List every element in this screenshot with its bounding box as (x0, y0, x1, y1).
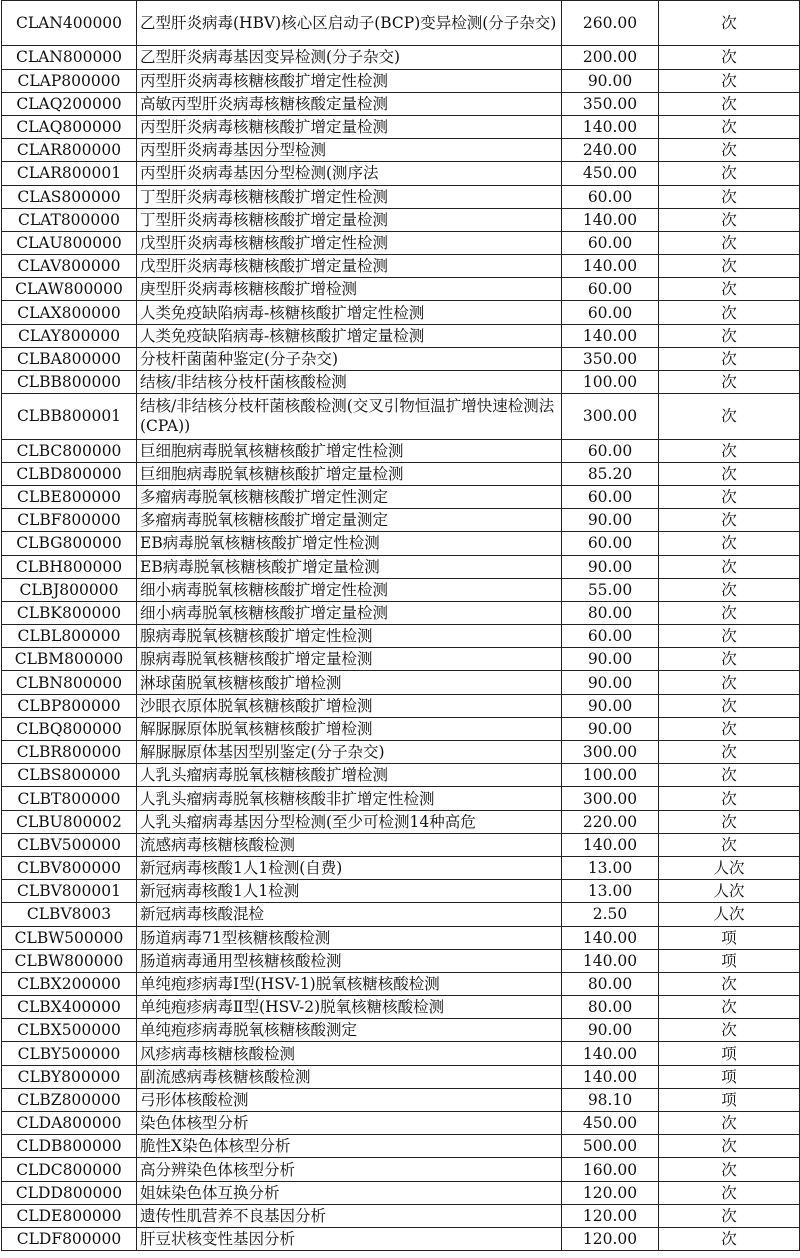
item-code-cell: CLBB800001 (2, 394, 137, 439)
item-unit-cell: 人次 (659, 903, 800, 926)
item-unit-cell: 次 (659, 555, 800, 578)
item-unit-cell: 次 (659, 996, 800, 1019)
item-code-cell: CLBY800000 (2, 1065, 137, 1088)
item-unit-cell: 项 (659, 949, 800, 972)
table-row (2, 92, 800, 115)
item-unit-cell: 次 (659, 394, 800, 439)
item-name-cell: 丙型肝炎病毒核糖核酸扩增定量检测 (137, 115, 562, 138)
item-code-cell: CLBZ800000 (2, 1088, 137, 1111)
item-price-cell: 300.00 (562, 394, 659, 439)
item-name-cell: 庚型肝炎病毒核糖核酸扩增检测 (137, 278, 562, 301)
table-row (2, 833, 800, 856)
item-name-cell: 染色体核型分析 (137, 1112, 562, 1135)
table-row (2, 1042, 800, 1065)
item-price-cell: 90.00 (562, 694, 659, 717)
item-unit-cell: 项 (659, 1088, 800, 1111)
table-row (2, 717, 800, 740)
table-row (2, 1088, 800, 1111)
item-code-cell: CLAS800000 (2, 185, 137, 208)
item-unit-cell: 次 (659, 717, 800, 740)
price-table (1, 0, 800, 1251)
item-name-cell: 人类免疫缺陷病毒-核糖核酸扩增定性检测 (137, 301, 562, 324)
item-code-cell: CLBJ800000 (2, 578, 137, 601)
table-row (2, 532, 800, 555)
item-code-cell: CLBN800000 (2, 671, 137, 694)
item-unit-cell: 次 (659, 671, 800, 694)
item-unit-cell: 次 (659, 92, 800, 115)
item-price-cell: 300.00 (562, 787, 659, 810)
table-row (2, 462, 800, 485)
table-row (2, 972, 800, 995)
item-code-cell: CLBB800000 (2, 371, 137, 394)
item-price-cell: 240.00 (562, 139, 659, 162)
item-code-cell: CLBX200000 (2, 972, 137, 995)
item-name-cell: 解脲脲原体基因型别鉴定(分子杂交) (137, 741, 562, 764)
table-row (2, 1181, 800, 1204)
item-name-cell: 结核/非结核分枝杆菌核酸检测 (137, 371, 562, 394)
item-unit-cell: 项 (659, 1042, 800, 1065)
table-row (2, 926, 800, 949)
item-price-cell: 500.00 (562, 1135, 659, 1158)
item-code-cell: CLBY500000 (2, 1042, 137, 1065)
item-code-cell: CLAV800000 (2, 255, 137, 278)
table-row (2, 324, 800, 347)
item-code-cell: CLAX800000 (2, 301, 137, 324)
table-row (2, 162, 800, 185)
item-unit-cell: 人次 (659, 880, 800, 903)
item-price-cell: 260.00 (562, 1, 659, 46)
item-name-cell: 脆性X染色体核型分析 (137, 1135, 562, 1158)
item-name-cell: 丁型肝炎病毒核糖核酸扩增定量检测 (137, 208, 562, 231)
item-price-cell: 100.00 (562, 764, 659, 787)
item-code-cell: CLBM800000 (2, 648, 137, 671)
item-price-cell: 350.00 (562, 92, 659, 115)
item-price-cell: 13.00 (562, 856, 659, 879)
item-unit-cell: 人次 (659, 856, 800, 879)
item-code-cell: CLBU800002 (2, 810, 137, 833)
item-code-cell: CLBA800000 (2, 347, 137, 370)
item-price-cell: 60.00 (562, 485, 659, 508)
item-price-cell: 90.00 (562, 555, 659, 578)
table-row (2, 208, 800, 231)
item-code-cell: CLAR800000 (2, 139, 137, 162)
item-code-cell: CLBC800000 (2, 439, 137, 462)
item-name-cell: 单纯疱疹病毒脱氧核糖核酸测定 (137, 1019, 562, 1042)
item-price-cell: 140.00 (562, 926, 659, 949)
table-row (2, 1204, 800, 1227)
item-unit-cell: 项 (659, 926, 800, 949)
item-name-cell: 新冠病毒核酸1人1检测 (137, 880, 562, 903)
table-row (2, 1019, 800, 1042)
item-code-cell: CLBE800000 (2, 485, 137, 508)
item-unit-cell: 次 (659, 371, 800, 394)
item-name-cell: 人类免疫缺陷病毒-核糖核酸扩增定量检测 (137, 324, 562, 347)
item-unit-cell: 次 (659, 231, 800, 254)
item-price-cell: 55.00 (562, 578, 659, 601)
item-unit-cell: 次 (659, 208, 800, 231)
table-row (2, 764, 800, 787)
item-name-cell: 人乳头瘤病毒基因分型检测(至少可检测14种高危 (137, 810, 562, 833)
item-code-cell: CLBH800000 (2, 555, 137, 578)
item-price-cell: 140.00 (562, 833, 659, 856)
table-row (2, 115, 800, 138)
item-name-cell: 乙型肝炎病毒基因变异检测(分子杂交) (137, 46, 562, 69)
item-unit-cell: 次 (659, 509, 800, 532)
item-unit-cell: 次 (659, 787, 800, 810)
item-unit-cell: 次 (659, 255, 800, 278)
item-unit-cell: 次 (659, 1227, 800, 1250)
table-row (2, 1227, 800, 1250)
item-price-cell: 60.00 (562, 439, 659, 462)
item-unit-cell: 次 (659, 1158, 800, 1181)
item-code-cell: CLAU800000 (2, 231, 137, 254)
table-row (2, 694, 800, 717)
item-code-cell: CLDF800000 (2, 1227, 137, 1250)
table-row (2, 394, 800, 439)
item-name-cell: 戊型肝炎病毒核糖核酸扩增定性检测 (137, 231, 562, 254)
item-price-cell: 60.00 (562, 278, 659, 301)
table-row (2, 1065, 800, 1088)
item-unit-cell: 次 (659, 578, 800, 601)
table-row (2, 741, 800, 764)
item-unit-cell: 次 (659, 741, 800, 764)
item-code-cell: CLBG800000 (2, 532, 137, 555)
item-price-cell: 90.00 (562, 509, 659, 532)
table-row (2, 903, 800, 926)
table-row (2, 485, 800, 508)
item-price-cell: 140.00 (562, 1042, 659, 1065)
item-price-cell: 2.50 (562, 903, 659, 926)
item-unit-cell: 次 (659, 1181, 800, 1204)
item-unit-cell: 次 (659, 532, 800, 555)
item-code-cell: CLBW800000 (2, 949, 137, 972)
item-name-cell: 沙眼衣原体脱氧核糖核酸扩增检测 (137, 694, 562, 717)
table-row (2, 347, 800, 370)
item-price-cell: 140.00 (562, 1065, 659, 1088)
item-name-cell: 遗传性肌营养不良基因分析 (137, 1204, 562, 1227)
item-code-cell: CLBW500000 (2, 926, 137, 949)
item-price-cell: 60.00 (562, 301, 659, 324)
item-price-cell: 120.00 (562, 1181, 659, 1204)
item-price-cell: 90.00 (562, 671, 659, 694)
item-code-cell: CLBF800000 (2, 509, 137, 532)
item-code-cell: CLBV500000 (2, 833, 137, 856)
item-price-cell: 13.00 (562, 880, 659, 903)
table-row (2, 231, 800, 254)
item-name-cell: 丙型肝炎病毒核糖核酸扩增定性检测 (137, 69, 562, 92)
item-code-cell: CLAY800000 (2, 324, 137, 347)
item-code-cell: CLDA800000 (2, 1112, 137, 1135)
item-name-cell: EB病毒脱氧核糖核酸扩增定性检测 (137, 532, 562, 555)
table-row (2, 671, 800, 694)
item-name-cell: 乙型肝炎病毒(HBV)核心区启动子(BCP)变异检测(分子杂交) (137, 1, 562, 46)
item-code-cell: CLBV800000 (2, 856, 137, 879)
item-name-cell: 戊型肝炎病毒核糖核酸扩增定量检测 (137, 255, 562, 278)
item-name-cell: 单纯疱疹病毒Ⅱ型(HSV-2)脱氧核糖核酸检测 (137, 996, 562, 1019)
item-code-cell: CLAQ800000 (2, 115, 137, 138)
item-unit-cell: 次 (659, 1135, 800, 1158)
table-row (2, 371, 800, 394)
item-unit-cell: 次 (659, 462, 800, 485)
item-price-cell: 350.00 (562, 347, 659, 370)
item-code-cell: CLBQ800000 (2, 717, 137, 740)
item-code-cell: CLAW800000 (2, 278, 137, 301)
table-row (2, 578, 800, 601)
item-name-cell: 副流感病毒核糖核酸检测 (137, 1065, 562, 1088)
item-name-cell: 肠道病毒通用型核糖核酸检测 (137, 949, 562, 972)
item-unit-cell: 次 (659, 625, 800, 648)
table-row (2, 601, 800, 624)
item-unit-cell: 次 (659, 1019, 800, 1042)
item-price-cell: 140.00 (562, 208, 659, 231)
item-code-cell: CLBK800000 (2, 601, 137, 624)
table-row (2, 949, 800, 972)
item-name-cell: 弓形体核酸检测 (137, 1088, 562, 1111)
item-unit-cell: 次 (659, 485, 800, 508)
item-code-cell: CLAN400000 (2, 1, 137, 46)
table-row (2, 46, 800, 69)
item-code-cell: CLBX400000 (2, 996, 137, 1019)
item-name-cell: 淋球菌脱氧核糖核酸扩增检测 (137, 671, 562, 694)
table-row (2, 648, 800, 671)
table-row (2, 509, 800, 532)
table-row (2, 301, 800, 324)
item-name-cell: 丙型肝炎病毒基因分型检测 (137, 139, 562, 162)
item-unit-cell: 次 (659, 324, 800, 347)
item-price-cell: 60.00 (562, 185, 659, 208)
item-code-cell: CLDD800000 (2, 1181, 137, 1204)
item-unit-cell: 次 (659, 694, 800, 717)
item-price-cell: 60.00 (562, 532, 659, 555)
item-code-cell: CLBD800000 (2, 462, 137, 485)
item-unit-cell: 次 (659, 185, 800, 208)
item-name-cell: 高分辨染色体核型分析 (137, 1158, 562, 1181)
item-name-cell: 细小病毒脱氧核糖核酸扩增定性检测 (137, 578, 562, 601)
item-price-cell: 120.00 (562, 1227, 659, 1250)
item-unit-cell: 次 (659, 1112, 800, 1135)
item-price-cell: 200.00 (562, 46, 659, 69)
table-row (2, 810, 800, 833)
item-name-cell: 高敏丙型肝炎病毒核糖核酸定量检测 (137, 92, 562, 115)
item-unit-cell: 次 (659, 648, 800, 671)
item-code-cell: CLDC800000 (2, 1158, 137, 1181)
item-name-cell: 多瘤病毒脱氧核糖核酸扩增定量测定 (137, 509, 562, 532)
item-price-cell: 90.00 (562, 648, 659, 671)
item-code-cell: CLBV800001 (2, 880, 137, 903)
price-table-body (2, 1, 800, 1251)
item-price-cell: 60.00 (562, 625, 659, 648)
table-row (2, 996, 800, 1019)
item-code-cell: CLBL800000 (2, 625, 137, 648)
item-unit-cell: 次 (659, 439, 800, 462)
item-unit-cell: 次 (659, 810, 800, 833)
table-row (2, 1135, 800, 1158)
item-price-cell: 80.00 (562, 601, 659, 624)
item-price-cell: 450.00 (562, 1112, 659, 1135)
table-row (2, 625, 800, 648)
item-unit-cell: 次 (659, 347, 800, 370)
item-unit-cell: 项 (659, 1065, 800, 1088)
item-price-cell: 80.00 (562, 972, 659, 995)
item-price-cell: 85.20 (562, 462, 659, 485)
item-code-cell: CLDE800000 (2, 1204, 137, 1227)
item-name-cell: 新冠病毒核酸混检 (137, 903, 562, 926)
item-name-cell: 结核/非结核分枝杆菌核酸检测(交叉引物恒温扩增快速检测法(CPA)) (137, 394, 562, 439)
table-row (2, 185, 800, 208)
item-unit-cell: 次 (659, 301, 800, 324)
item-unit-cell: 次 (659, 46, 800, 69)
item-code-cell: CLAQ200000 (2, 92, 137, 115)
table-row (2, 787, 800, 810)
item-unit-cell: 次 (659, 972, 800, 995)
item-unit-cell: 次 (659, 115, 800, 138)
item-unit-cell: 次 (659, 139, 800, 162)
item-code-cell: CLBX500000 (2, 1019, 137, 1042)
item-name-cell: EB病毒脱氧核糖核酸扩增定量检测 (137, 555, 562, 578)
item-price-cell: 60.00 (562, 231, 659, 254)
item-price-cell: 140.00 (562, 949, 659, 972)
item-code-cell: CLAR800001 (2, 162, 137, 185)
item-price-cell: 100.00 (562, 371, 659, 394)
item-unit-cell: 次 (659, 1, 800, 46)
item-price-cell: 220.00 (562, 810, 659, 833)
table-row (2, 555, 800, 578)
item-name-cell: 腺病毒脱氧核糖核酸扩增定量检测 (137, 648, 562, 671)
item-name-cell: 巨细胞病毒脱氧核糖核酸扩增定性检测 (137, 439, 562, 462)
item-name-cell: 分枝杆菌菌种鉴定(分子杂交) (137, 347, 562, 370)
item-code-cell: CLBR800000 (2, 741, 137, 764)
table-row (2, 1158, 800, 1181)
item-name-cell: 多瘤病毒脱氧核糖核酸扩增定性测定 (137, 485, 562, 508)
item-name-cell: 人乳头瘤病毒脱氧核糖核酸非扩增定性检测 (137, 787, 562, 810)
item-name-cell: 丙型肝炎病毒基因分型检测(测序法 (137, 162, 562, 185)
item-name-cell: 解脲脲原体脱氧核糖核酸扩增检测 (137, 717, 562, 740)
item-code-cell: CLBV8003 (2, 903, 137, 926)
item-unit-cell: 次 (659, 601, 800, 624)
table-row (2, 255, 800, 278)
item-price-cell: 140.00 (562, 324, 659, 347)
item-code-cell: CLAP800000 (2, 69, 137, 92)
item-price-cell: 300.00 (562, 741, 659, 764)
item-price-cell: 80.00 (562, 996, 659, 1019)
table-row (2, 856, 800, 879)
item-price-cell: 450.00 (562, 162, 659, 185)
item-unit-cell: 次 (659, 278, 800, 301)
item-price-cell: 140.00 (562, 115, 659, 138)
table-row (2, 880, 800, 903)
item-unit-cell: 次 (659, 162, 800, 185)
item-code-cell: CLBP800000 (2, 694, 137, 717)
item-price-cell: 160.00 (562, 1158, 659, 1181)
item-price-cell: 98.10 (562, 1088, 659, 1111)
item-price-cell: 90.00 (562, 717, 659, 740)
item-name-cell: 肝豆状核变性基因分析 (137, 1227, 562, 1250)
item-code-cell: CLAT800000 (2, 208, 137, 231)
item-code-cell: CLBS800000 (2, 764, 137, 787)
item-name-cell: 单纯疱疹病毒Ⅰ型(HSV-1)脱氧核糖核酸检测 (137, 972, 562, 995)
item-unit-cell: 次 (659, 833, 800, 856)
item-name-cell: 新冠病毒核酸1人1检测(自费) (137, 856, 562, 879)
item-name-cell: 人乳头瘤病毒脱氧核糖核酸扩增检测 (137, 764, 562, 787)
item-price-cell: 120.00 (562, 1204, 659, 1227)
item-price-cell: 90.00 (562, 69, 659, 92)
item-unit-cell: 次 (659, 1204, 800, 1227)
item-code-cell: CLBT800000 (2, 787, 137, 810)
item-name-cell: 姐妹染色体互换分析 (137, 1181, 562, 1204)
item-name-cell: 流感病毒核糖核酸检测 (137, 833, 562, 856)
table-row (2, 1, 800, 46)
item-price-cell: 140.00 (562, 255, 659, 278)
item-name-cell: 风疹病毒核糖核酸检测 (137, 1042, 562, 1065)
item-price-cell: 90.00 (562, 1019, 659, 1042)
table-row (2, 139, 800, 162)
table-row (2, 278, 800, 301)
item-name-cell: 腺病毒脱氧核糖核酸扩增定性检测 (137, 625, 562, 648)
item-unit-cell: 次 (659, 69, 800, 92)
table-row (2, 439, 800, 462)
item-name-cell: 巨细胞病毒脱氧核糖核酸扩增定量检测 (137, 462, 562, 485)
table-row (2, 1112, 800, 1135)
item-unit-cell: 次 (659, 764, 800, 787)
item-code-cell: CLAN800000 (2, 46, 137, 69)
item-code-cell: CLDB800000 (2, 1135, 137, 1158)
item-name-cell: 肠道病毒71型核糖核酸检测 (137, 926, 562, 949)
item-name-cell: 丁型肝炎病毒核糖核酸扩增定性检测 (137, 185, 562, 208)
table-row (2, 69, 800, 92)
item-name-cell: 细小病毒脱氧核糖核酸扩增定量检测 (137, 601, 562, 624)
